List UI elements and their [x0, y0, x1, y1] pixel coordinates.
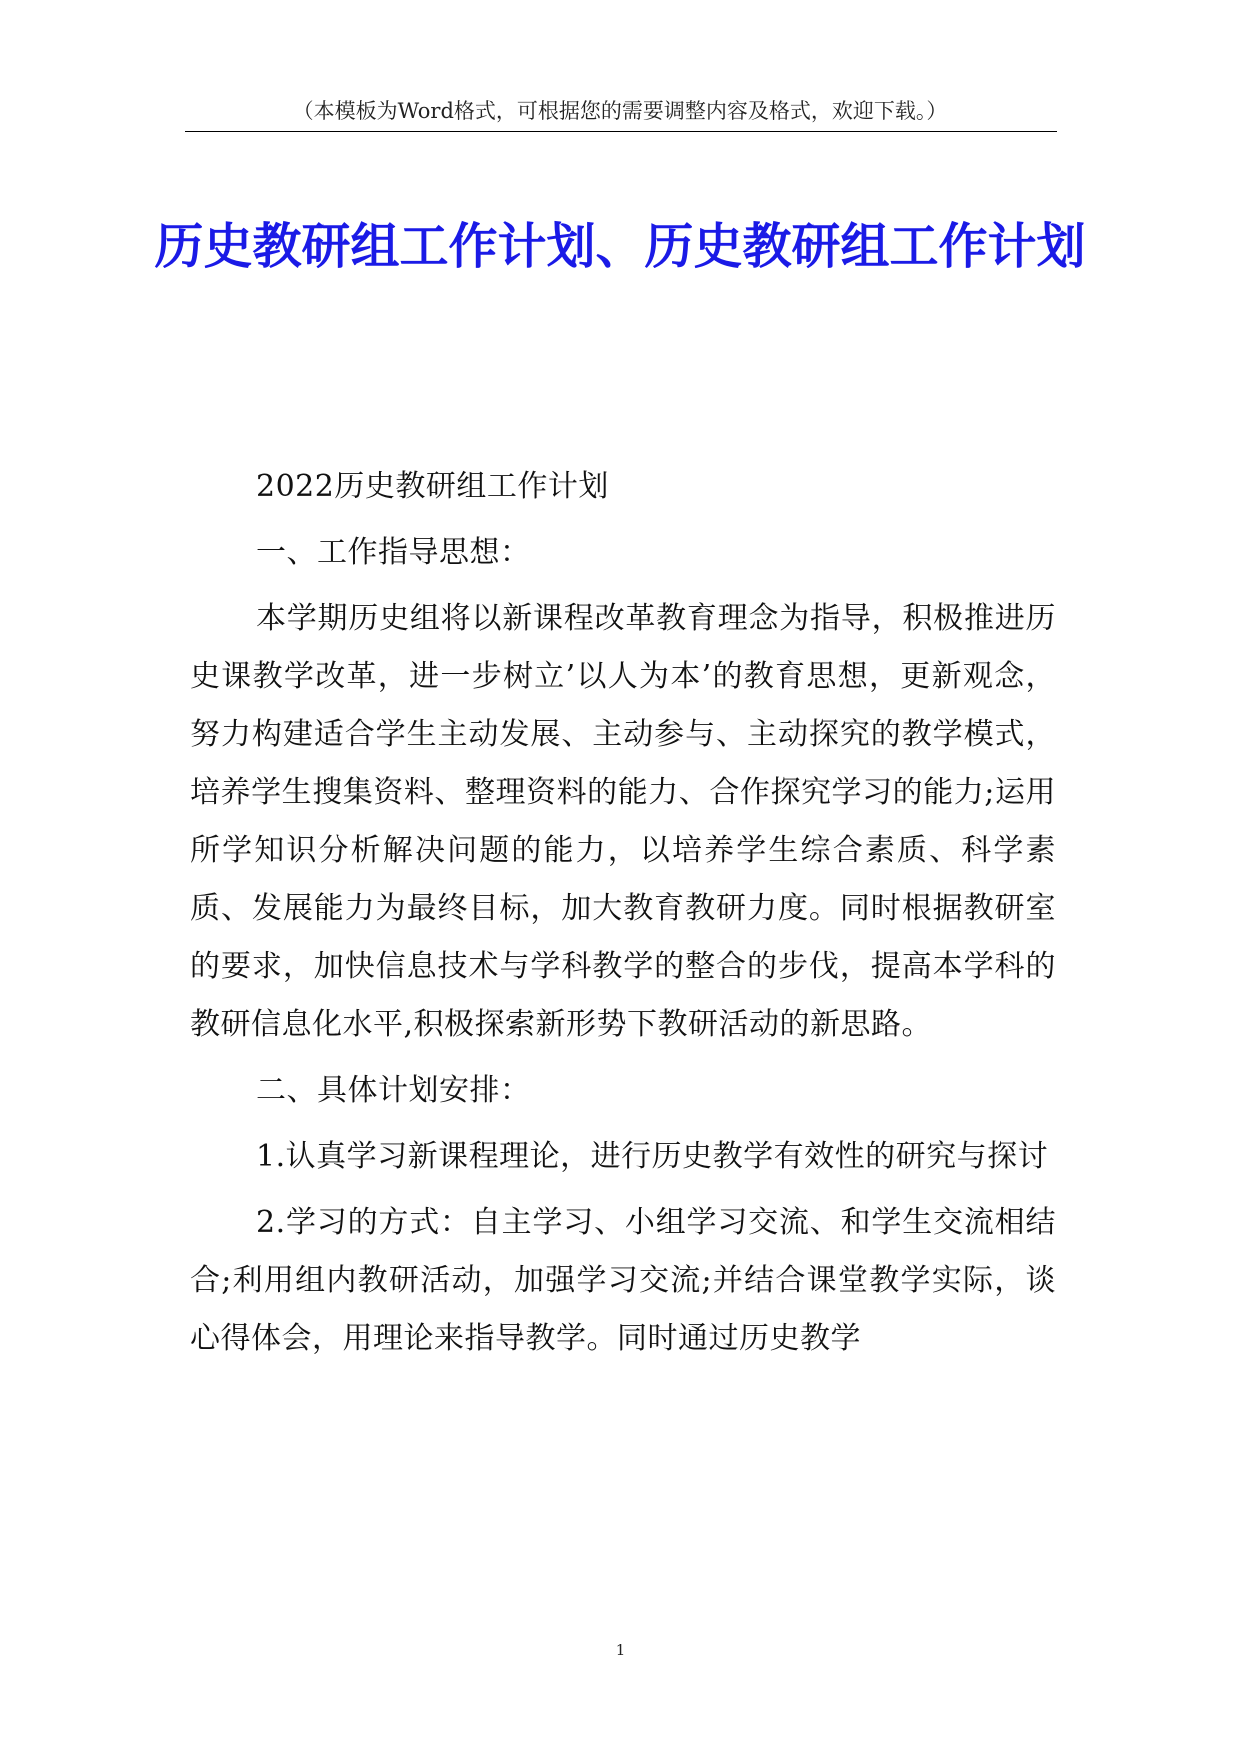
header-note: （本模板为Word格式，可根据您的需要调整内容及格式，欢迎下载。） — [292, 99, 948, 123]
header-divider — [185, 131, 1057, 132]
body-paragraph: 本学期历史组将以新课程改革教育理念为指导，积极推进历史课教学改革，进一步树立’以人为本’的教育思想，更新观念，努力构建适合学生主动发展、主动参与、主动探究的教学模式，培养学生搜集资料、整理资料的能力、合作探究学习的能力;运用所学知识分析解决问题的能力，以培养学生综合素质、科学素质、发展能力为最终目标，加大教育教研力度。同时根据教研室的要求，加快信息技术与学科教学的整合的步伐，提高本学科的教研信息化水平,积极探索新形势下教研活动的新思路。 — [190, 601, 1056, 1042]
subtitle-paragraph: 2022历史教研组工作计划 — [256, 469, 609, 504]
document-body — [190, 458, 1056, 1376]
page-number: 1 — [615, 1641, 626, 1659]
section-heading-1: 一、工作指导思想： — [256, 535, 531, 570]
document-title: 历史教研组工作计划、历史教研组工作计划 — [154, 218, 1086, 275]
list-item-1: 1.认真学习新课程理论，进行历史教学有效性的研究与探讨 — [256, 1139, 1049, 1174]
section-heading-2: 二、具体计划安排： — [256, 1073, 531, 1108]
list-item-2: 2.学习的方式：自主学习、小组学习交流、和学生交流相结合;利用组内教研活动，加强学习交流;并结合课堂教学实际，谈心得体会，用理论来指导教学。同时通过历史教学 — [190, 1205, 1056, 1356]
